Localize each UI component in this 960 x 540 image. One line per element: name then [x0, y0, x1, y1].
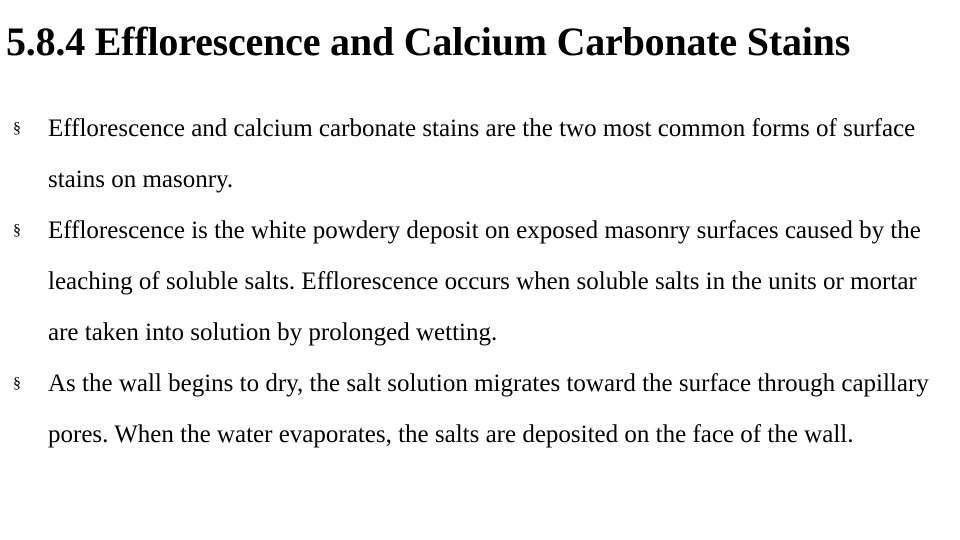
bullet-marker-icon: § [13, 120, 21, 137]
bullet-list [0, 103, 960, 460]
bullet-item [0, 205, 953, 358]
bullet-text: Efflorescence is the white powdery deposit on exposed masonry surfaces caused by the leaching of soluble salts. Efflorescence occurs when soluble salts in the units or mortar are taken into solution by prolonged wetting. [48, 217, 921, 346]
bullet-item [0, 103, 953, 205]
bullet-marker-icon: § [13, 375, 21, 392]
bullet-text: Efflorescence and calcium carbonate stains are the two most common forms of surface stains on masonry. [48, 115, 916, 193]
bullet-marker-icon: § [13, 222, 21, 239]
bullet-text: As the wall begins to dry, the salt solution migrates toward the surface through capillary pores. When the water evaporates, the salts are deposited on the face of the wall. [48, 370, 929, 448]
bullet-item [0, 358, 953, 460]
slide-title: 5.8.4 Efflorescence and Calcium Carbonate Stains [6, 19, 851, 64]
